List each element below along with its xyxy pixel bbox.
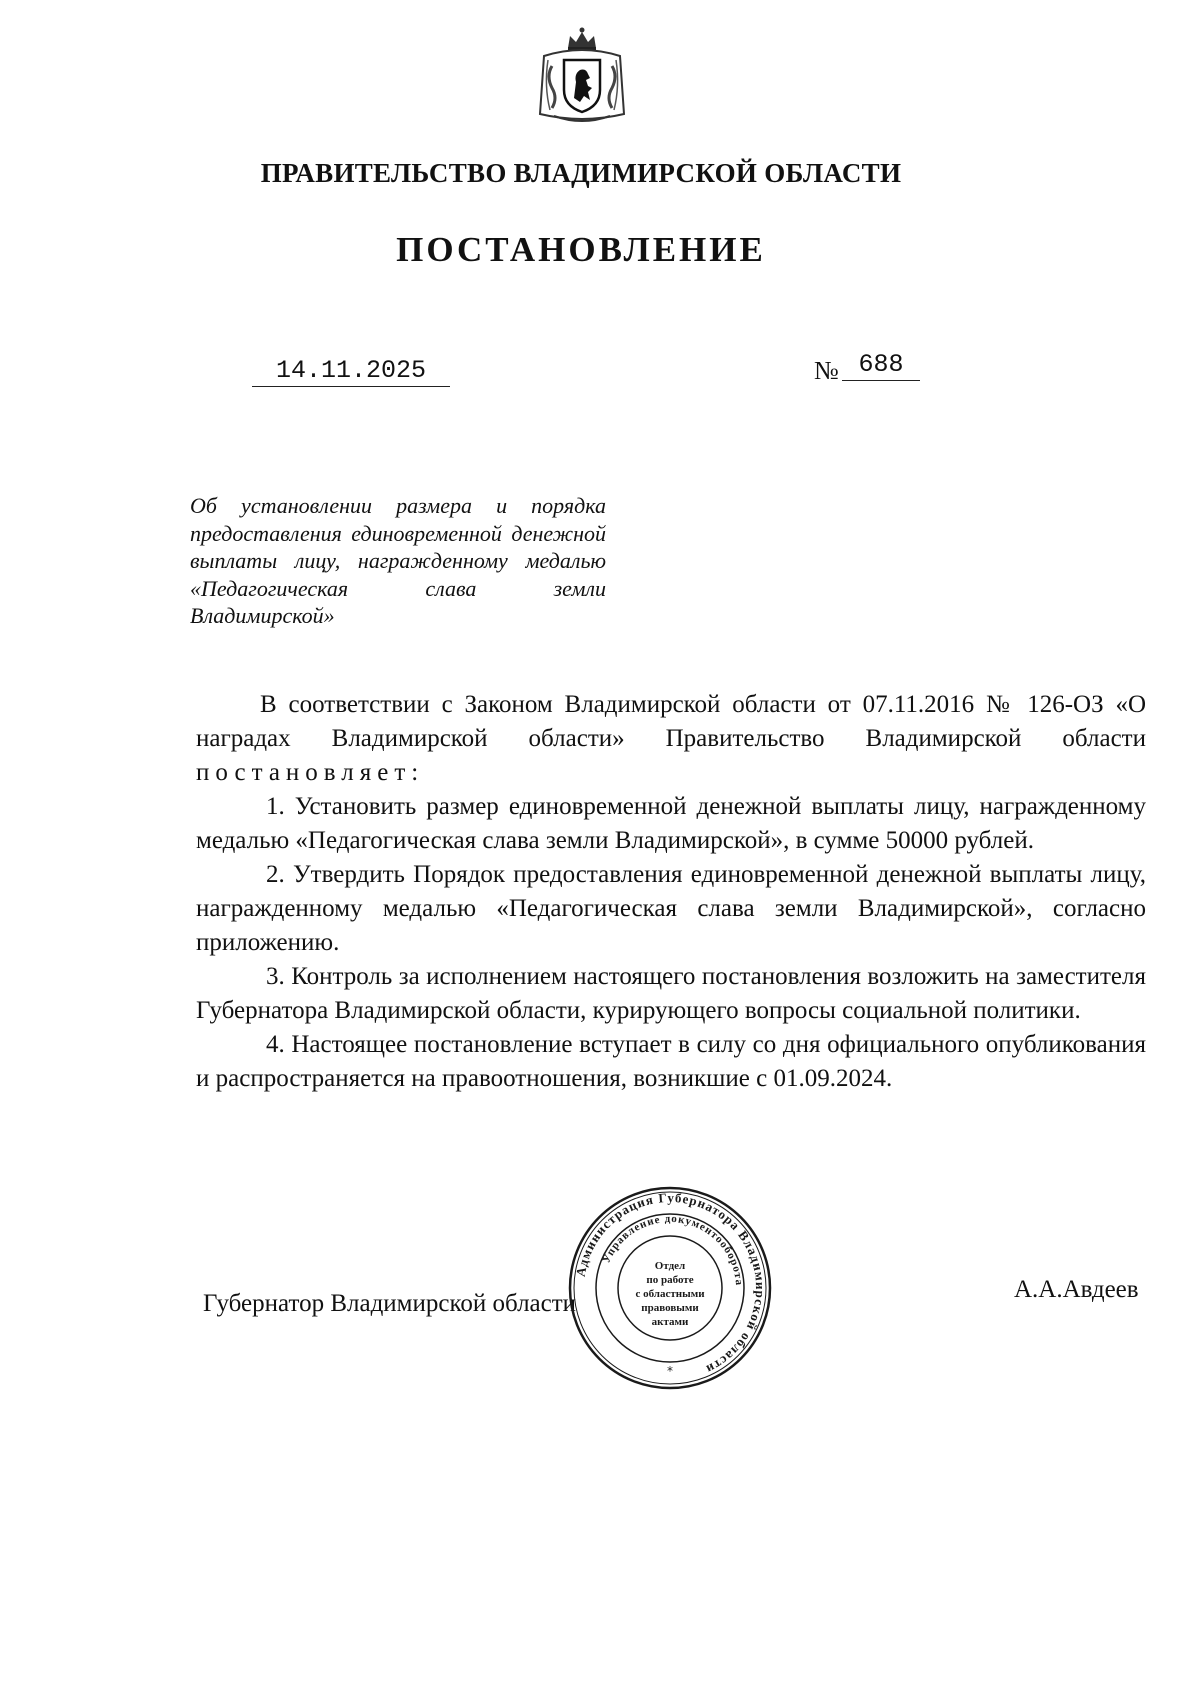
stamp-center-line: Отдел: [654, 1260, 686, 1272]
stamp-center-line: актами: [651, 1316, 689, 1328]
stamp-inner-text: Управление документооборота: [600, 1212, 746, 1287]
signatory-position: Губернатор Владимирской области: [203, 1290, 577, 1317]
signatory-name: А.А.Авдеев: [1014, 1276, 1139, 1303]
stamp-outer-text: Администрация Губернатора Владимирской области: [572, 1189, 769, 1378]
list-item: 1. Установить размер единовременной денежной выплаты лицу, награжденному медалью «Педагогическая слава земли Владимирской», в сумме 50000 рублей.: [196, 793, 1146, 854]
number-underline: [842, 380, 920, 381]
list-item: 4. Настоящее постановление вступает в силу со дня официального опубликования и распространяется на правоотношения, возникшие с 01.09.2024.: [196, 1031, 1146, 1092]
document-type-title: ПОСТАНОВЛЕНИЕ: [396, 230, 766, 269]
document-date: 14.11.2025: [275, 356, 427, 385]
document-subject: Об установлении размера и порядка предоставления единовременной денежной выплаты лицу, награжденному медалью «Педагогическая слава земли Владимирской»: [190, 493, 606, 628]
coat-of-arms-icon: [534, 26, 630, 126]
stamp-center-line: правовыми: [641, 1302, 699, 1314]
preamble: [196, 688, 1146, 790]
document-body: [196, 688, 1146, 1096]
official-stamp: [567, 1185, 773, 1391]
number-label: №: [814, 356, 839, 385]
stamp-center-line: с областными: [635, 1288, 705, 1300]
list-item: 3. Контроль за исполнением настоящего постановления возложить на заместителя Губернатора Владимирской области, курирующего вопросы социальной политики.: [196, 963, 1146, 1024]
document-number: 688: [858, 350, 904, 379]
svg-text:*: *: [667, 1364, 673, 1378]
preamble-verb: постановляет:: [196, 759, 425, 786]
preamble-text: В соответствии с Законом Владимирской области от 07.11.2016 № 126-ОЗ «О наградах Владимирской области» Правительство Владимирской области: [196, 691, 1146, 752]
stamp-center-line: по работе: [646, 1274, 694, 1286]
date-underline: [252, 386, 450, 387]
list-item: 2. Утвердить Порядок предоставления единовременной денежной выплаты лицу, награжденному медалью «Педагогическая слава земли Владимирской», согласно приложению.: [196, 861, 1146, 956]
organization-title: ПРАВИТЕЛЬСТВО ВЛАДИМИРСКОЙ ОБЛАСТИ: [260, 158, 902, 188]
